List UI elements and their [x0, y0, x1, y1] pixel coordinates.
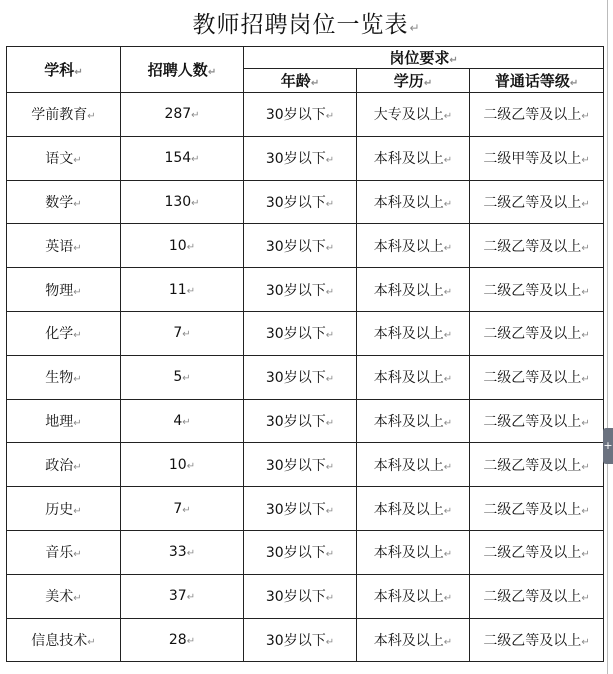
cell-subject: 历史↵	[7, 487, 121, 531]
cell-education: 本科及以上↵	[357, 618, 470, 662]
cell-mandarin: 二级乙等及以上↵	[470, 180, 604, 224]
cell-education: 本科及以上↵	[357, 180, 470, 224]
cell-age: 30岁以下↵	[244, 180, 357, 224]
cell-age: 30岁以下↵	[244, 268, 357, 312]
cell-subject: 数学↵	[7, 180, 121, 224]
cell-mandarin: 二级乙等及以上↵	[470, 224, 604, 268]
cell-mandarin: 二级乙等及以上↵	[470, 487, 604, 531]
table-row	[7, 180, 604, 224]
cell-count: 33↵	[121, 530, 244, 574]
cell-subject: 信息技术↵	[7, 618, 121, 662]
cell-age: 30岁以下↵	[244, 487, 357, 531]
cell-count: 7↵	[121, 311, 244, 355]
table-row	[7, 224, 604, 268]
page-edge	[607, 0, 608, 674]
cell-mandarin: 二级乙等及以上↵	[470, 93, 604, 137]
table-row	[7, 268, 604, 312]
cell-subject: 学前教育↵	[7, 93, 121, 137]
table-row	[7, 399, 604, 443]
header-education: 学历↵	[357, 69, 470, 93]
cell-age: 30岁以下↵	[244, 618, 357, 662]
cell-subject: 化学↵	[7, 311, 121, 355]
recruitment-table	[6, 46, 604, 662]
paragraph-mark-icon: ↵	[409, 21, 421, 35]
table-row	[7, 311, 604, 355]
cell-subject: 语文↵	[7, 136, 121, 180]
cell-education: 本科及以上↵	[357, 530, 470, 574]
table-row	[7, 93, 604, 137]
cell-mandarin: 二级乙等及以上↵	[470, 268, 604, 312]
cell-education: 本科及以上↵	[357, 574, 470, 618]
table-body	[7, 93, 604, 662]
cell-education: 本科及以上↵	[357, 136, 470, 180]
cell-mandarin: 二级乙等及以上↵	[470, 530, 604, 574]
cell-subject: 生物↵	[7, 355, 121, 399]
cell-count: 11↵	[121, 268, 244, 312]
cell-mandarin: 二级乙等及以上↵	[470, 443, 604, 487]
cell-count: 10↵	[121, 443, 244, 487]
cell-education: 大专及以上↵	[357, 93, 470, 137]
header-requirements: 岗位要求↵	[244, 47, 604, 69]
cell-age: 30岁以下↵	[244, 443, 357, 487]
cell-subject: 物理↵	[7, 268, 121, 312]
cell-age: 30岁以下↵	[244, 399, 357, 443]
cell-count: 7↵	[121, 487, 244, 531]
cell-count: 5↵	[121, 355, 244, 399]
table-row	[7, 443, 604, 487]
cell-count: 154↵	[121, 136, 244, 180]
header-count: 招聘人数↵	[121, 47, 244, 93]
table-row	[7, 355, 604, 399]
cell-age: 30岁以下↵	[244, 311, 357, 355]
cell-mandarin: 二级乙等及以上↵	[470, 311, 604, 355]
cell-count: 37↵	[121, 574, 244, 618]
cell-education: 本科及以上↵	[357, 399, 470, 443]
cell-mandarin: 二级甲等及以上↵	[470, 136, 604, 180]
header-subject: 学科↵	[7, 47, 121, 93]
table-row	[7, 530, 604, 574]
cell-subject: 美术↵	[7, 574, 121, 618]
cell-count: 10↵	[121, 224, 244, 268]
cell-age: 30岁以下↵	[244, 530, 357, 574]
cell-subject: 音乐↵	[7, 530, 121, 574]
cell-education: 本科及以上↵	[357, 443, 470, 487]
cell-subject: 政治↵	[7, 443, 121, 487]
cell-age: 30岁以下↵	[244, 93, 357, 137]
table-row	[7, 487, 604, 531]
table-row	[7, 618, 604, 662]
cell-count: 4↵	[121, 399, 244, 443]
cell-education: 本科及以上↵	[357, 355, 470, 399]
table-row	[7, 136, 604, 180]
cell-age: 30岁以下↵	[244, 574, 357, 618]
cell-count: 28↵	[121, 618, 244, 662]
cell-age: 30岁以下↵	[244, 224, 357, 268]
cell-count: 287↵	[121, 93, 244, 137]
header-age: 年龄↵	[244, 69, 357, 93]
cell-age: 30岁以下↵	[244, 136, 357, 180]
cell-subject: 地理↵	[7, 399, 121, 443]
document-title: 教师招聘岗位一览表↵	[192, 12, 421, 38]
cell-age: 30岁以下↵	[244, 355, 357, 399]
cell-subject: 英语↵	[7, 224, 121, 268]
cell-education: 本科及以上↵	[357, 224, 470, 268]
cell-count: 130↵	[121, 180, 244, 224]
table-row	[7, 574, 604, 618]
cell-mandarin: 二级乙等及以上↵	[470, 574, 604, 618]
cell-education: 本科及以上↵	[357, 487, 470, 531]
cell-education: 本科及以上↵	[357, 311, 470, 355]
cell-mandarin: 二级乙等及以上↵	[470, 399, 604, 443]
header-mandarin: 普通话等级↵	[470, 69, 604, 93]
cell-education: 本科及以上↵	[357, 268, 470, 312]
cell-mandarin: 二级乙等及以上↵	[470, 355, 604, 399]
cell-mandarin: 二级乙等及以上↵	[470, 618, 604, 662]
expand-tab-icon[interactable]: +	[603, 428, 613, 464]
